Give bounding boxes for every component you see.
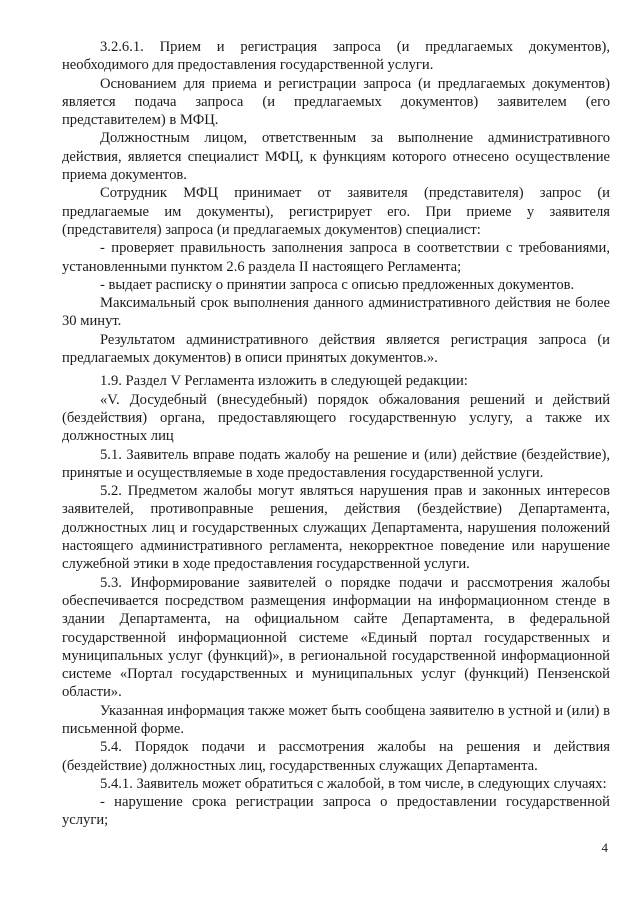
paragraph-5-3: 5.3. Информирование заявителей о порядке подачи и рассмотрения жалобы обеспечивается посредством размещения информации на информационном стенде в здании Департамента, на официальном сайте Департамента, в федеральной государственной информационной системе «Единый портал государственных и муниципальных услуг (функций)», в региональной государственной информационной системе «Портал государственных и муниципальных услуг (функций) Пензенской области». — [62, 574, 610, 701]
paragraph-3-2-6-1: 3.2.6.1. Прием и регистрация запроса (и предлагаемых документов), необходимого для предоставления государственной услуги. — [62, 39, 610, 74]
paragraph-5-2: 5.2. Предметом жалобы могут являться нарушения прав и законных интересов заявителей, противоправные решения, действия (бездействие) Департамента, должностных лиц и государственных служащих Департамента, нарушения положений настоящего административного регламента, некорректное поведение или нарушение служебной этики в ходе предоставления государственной услуги. — [62, 483, 610, 573]
paragraph-basis-for-reception: Основанием для приема и регистрации запроса (и предлагаемых документов) является подача запроса (и предлагаемых документов) заявителем (его представителем) в МФЦ. — [62, 75, 610, 129]
paragraph-result: Результатом административного действия является регистрация запроса (и предлагаемых документов) в описи принятых документов.». — [62, 331, 610, 367]
paragraph-checks-correctness: - проверяет правильность заполнения запроса в соответствии с требованиями, установленными пунктом 2.6 раздела II настоящего Регламента; — [62, 240, 610, 275]
paragraph-mfc-employee: Сотрудник МФЦ принимает от заявителя (представителя) запрос (и предлагаемые им документы), регистрирует его. При приеме у заявителя (представителя) запроса (и предлагаемых документов) специалист: — [62, 185, 610, 238]
document-body — [62, 38, 610, 830]
section-v-heading: «V. Досудебный (внесудебный) порядок обжалования решений и действий (бездействия) органа, предоставляющего государственную услугу, а также их должностных лиц — [62, 391, 610, 445]
paragraph-5-4-1: 5.4.1. Заявитель может обратиться с жалобой, в том числе, в следующих случаях: — [100, 775, 607, 792]
paragraph-info-oral-written: Указанная информация также может быть сообщена заявителю в устной и (или) в письменной форме. — [62, 702, 610, 737]
paragraph-responsible-official: Должностным лицом, ответственным за выполнение административного действия, является специалист МФЦ, к функциям которого отнесено осуществление приема документов. — [62, 130, 610, 184]
paragraph-issues-receipt: - выдает расписку о принятии запроса с описью предложенных документов. — [100, 276, 575, 293]
paragraph-max-duration: Максимальный срок выполнения данного административного действия не более 30 минут. — [62, 295, 610, 330]
paragraph-1-9: 1.9. Раздел V Регламента изложить в следующей редакции: — [100, 373, 468, 390]
page-number: 4 — [601, 840, 608, 855]
paragraph-5-4: 5.4. Порядок подачи и рассмотрения жалобы на решения и действия (бездействие) должностных лиц, государственных служащих Департамента. — [62, 739, 610, 774]
paragraph-registration-deadline-violation: - нарушение срока регистрации запроса о предоставлении государственной услуги; — [62, 794, 610, 829]
paragraph-5-1: 5.1. Заявитель вправе подать жалобу на решение и (или) действие (бездействие), принятые и осуществляемые в ходе предоставления государственной услуги. — [62, 446, 610, 481]
